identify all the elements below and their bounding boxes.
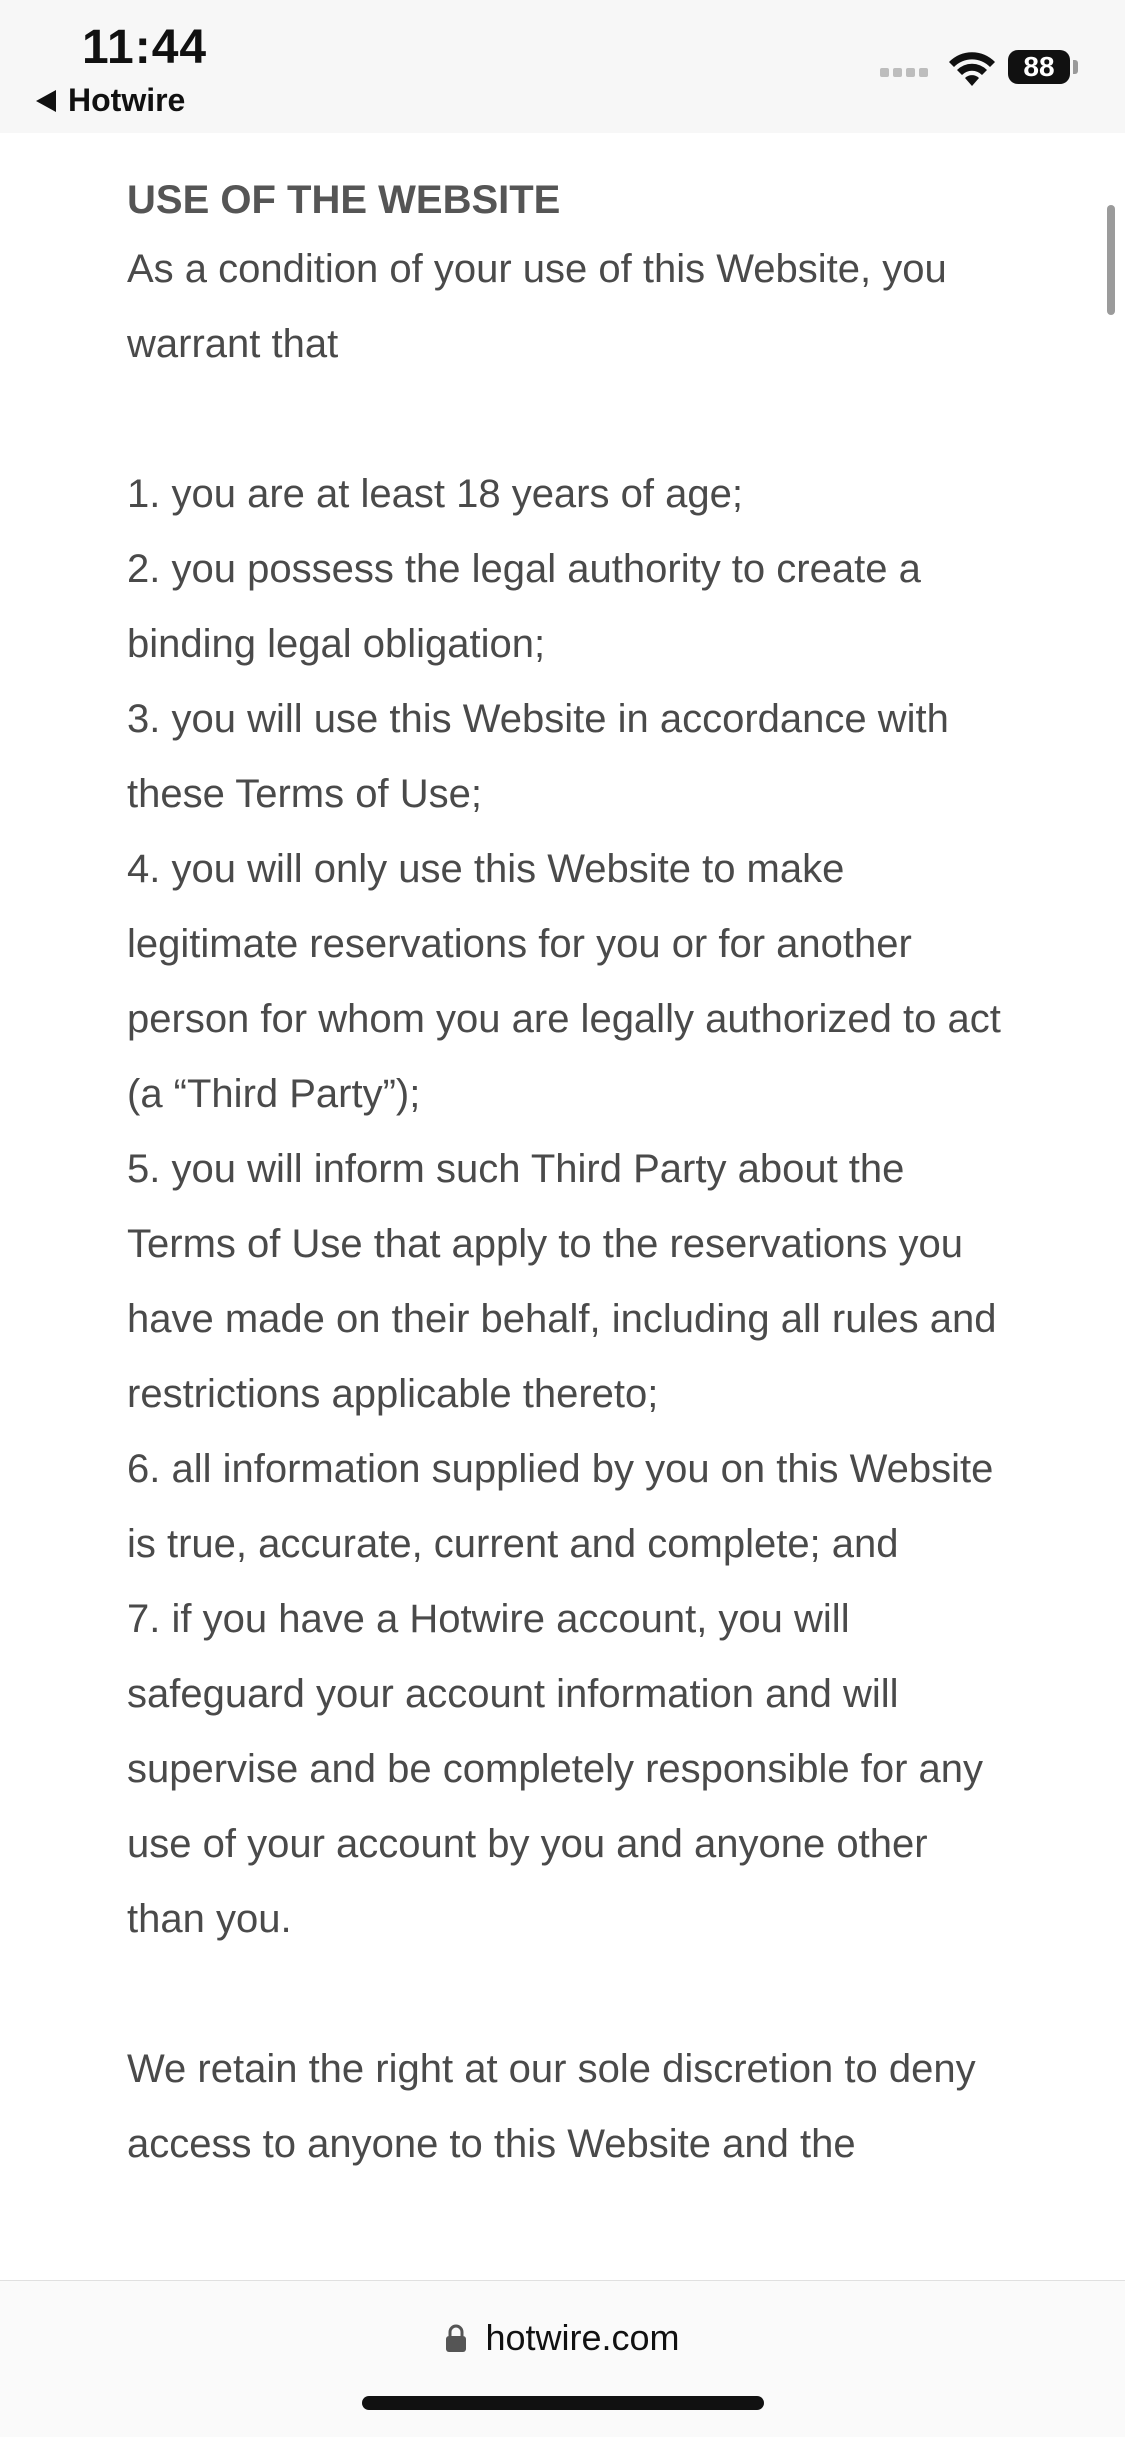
address-bar[interactable] [0,2280,1125,2437]
battery-level: 88 [1008,50,1070,84]
home-indicator[interactable] [362,2396,764,2410]
battery-icon [1008,50,1078,84]
status-time: 11:44 [82,21,208,74]
list-item: 1. you are at least 18 years of age; [127,472,743,516]
scrollbar[interactable] [1107,205,1115,315]
lock-icon [445,2323,467,2353]
wifi-icon [948,50,996,88]
list-item: 4. you will only use this Website to make legitimate reservations for you or for another person for whom you are legally authorized to act (a “Third Party”); [127,847,1001,1116]
list-item: 5. you will inform such Third Party about the Terms of Use that apply to the reservations you have made on their behalf, including all rules and restrictions applicable thereto; [127,1147,997,1416]
closing-paragraph: We retain the right at our sole discretion to deny access to anyone to this Website and the [127,2047,976,2166]
list-item: 2. you possess the legal authority to create a binding legal obligation; [127,547,921,666]
list-item: 3. you will use this Website in accordance with these Terms of Use; [127,697,949,816]
back-arrow-icon [36,90,56,112]
url-text: hotwire.com [485,2317,680,2358]
list-item: 7. if you have a Hotwire account, you will safeguard your account information and will supervise and be completely responsible for any use of your account by you and anyone other than you. [127,1597,984,1941]
list-item: 6. all information supplied by you on this Website is true, accurate, current and complete; and [127,1447,994,1566]
intro-paragraph: As a condition of your use of this Website, you warrant that [127,247,947,366]
cellular-signal-icon [880,68,928,77]
back-to-app-button[interactable] [36,82,185,119]
url-display[interactable] [0,2317,1125,2359]
back-app-label: Hotwire [68,82,186,118]
status-bar [0,0,1125,133]
section-title: USE OF THE WEBSITE [127,178,561,222]
terms-content [127,168,1007,2182]
